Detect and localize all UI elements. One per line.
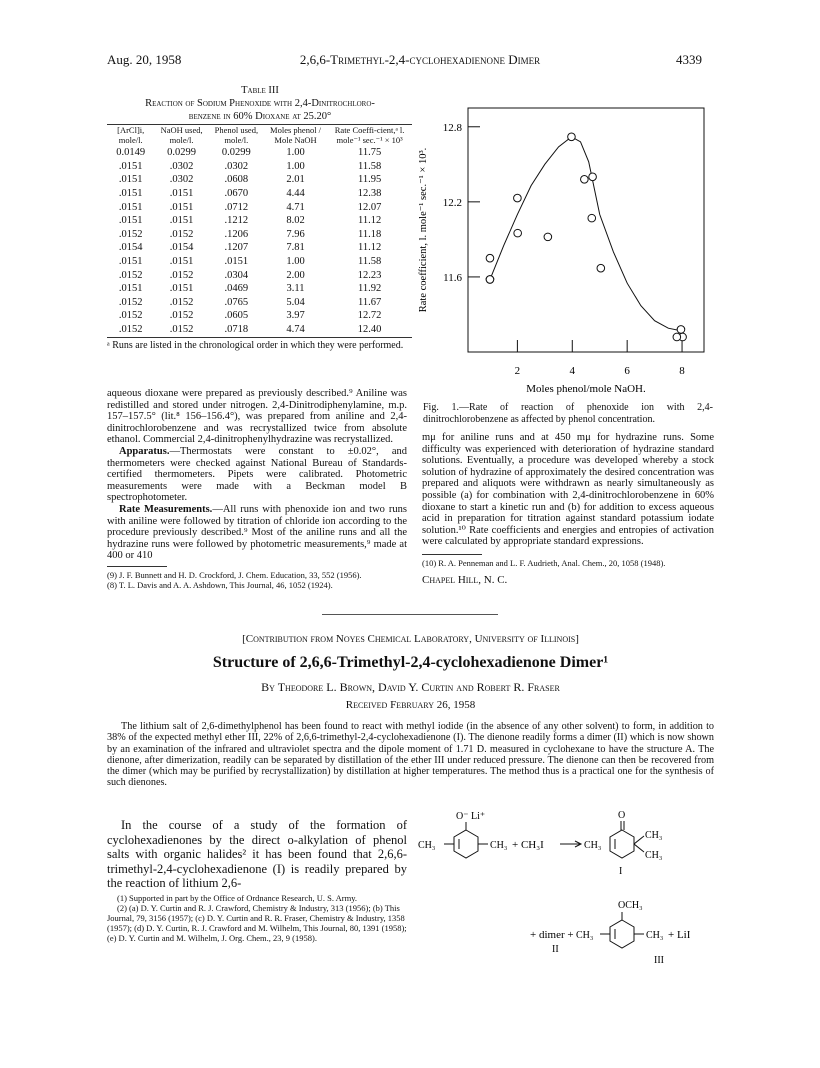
phenoxide-ch3-left: CH₃ [418,840,436,851]
table-cell: .0151 [118,160,143,172]
phenoxide-structure [444,822,488,858]
intro-paragraph: In the course of a study of the formation of cyclohexadienones by the direct o-alkylation of phenol salts with organic halides² it has been found that 2,6,6-trimethyl-2,4-cyclohexadienone (I) is readily prepared by the reaction of lithium 2,6- [107,818,407,890]
header-title: 2,6,6-Trimethyl-2,4-cyclohexadienone Dimer [299,52,541,67]
x-tick-label: 4 [569,365,576,377]
data-point [486,276,494,284]
data-point [589,173,597,181]
article-title: Structure of 2,6,6-Trimethyl-2,4-cyclohexadienone Dimer¹ [212,654,609,671]
table-cell: .0670 [224,188,249,200]
data-point [514,194,522,202]
footnote-1: (1) Supported in part by the Office of Ordnance Research, U. S. Army. [117,892,358,903]
data-point [568,133,576,141]
table-row [107,255,412,269]
table-cell: 7.96 [286,228,305,240]
rate-text: —All runs with phenoxide ion and two runs with aniline were followed by titration of chloride ion according to the procedure previously described.⁹ Most of the aniline runs and all the hydrazine runs were followed by photometric measurements,⁹ made at 400 or 410 [107,503,407,562]
data-point [544,233,552,241]
footnote-8: (8) T. L. Davis and A. A. Ashdown, This Journal, 46, 1052 (1924). [107,579,333,590]
table-cell: .0765 [224,296,249,308]
table-cell: 1.00 [286,160,305,172]
y-axis-label: Rate coefficient, l. mole⁻¹ sec.⁻¹ × 10³. [418,147,429,313]
data-point [673,333,681,341]
table-cell: .0152 [118,228,143,240]
phenoxide-ring [454,830,478,858]
table-cell: 11.95 [357,174,382,186]
data-point [677,326,685,334]
article-divider [322,614,498,615]
reaction-scheme [418,808,718,988]
table-cell: 3.97 [286,310,305,322]
table-cell: .0152 [169,269,194,281]
col-header-ratio: Moles phenol / Mole NaOH [270,125,322,145]
x-axis-label: Moles phenol/mole NaOH. [526,383,646,395]
table-cell: 12.72 [357,310,382,322]
table-row [107,200,412,214]
table-cell: .1207 [224,242,249,254]
left-paragraph-3 [107,504,407,562]
ether-ring [610,920,634,948]
left-paragraph-2 [107,446,407,504]
table-row [107,268,412,282]
dienone-ch3-a: CH₃ [645,830,663,841]
table-cell: .0712 [224,201,249,213]
table-cell: .0151 [169,256,194,268]
table-cell: 12.40 [357,324,382,336]
table-row [107,173,412,187]
table-cell: .0151 [118,201,143,213]
table-cell: 11.12 [357,242,382,254]
table-row [107,160,412,174]
compound-label-III: III [654,955,664,966]
table-cell: .0302 [169,160,194,172]
article-authors: By Theodore L. Brown, David Y. Curtin and Robert R. Fraser [261,680,560,694]
table-row [107,187,412,201]
table-cell: .0152 [169,228,194,240]
table-cell: 11.58 [357,160,382,172]
table-cell: 8.02 [286,215,305,227]
table-cell: 12.23 [357,269,382,281]
table-row [107,214,412,228]
table-cell: .0718 [224,324,249,336]
table-cell: 11.67 [357,296,382,308]
table-cell: .0151 [118,256,143,268]
table-cell: .0151 [118,283,143,295]
reaction-arrow [560,841,581,847]
table-row [107,241,412,255]
table-row [107,228,412,242]
table-cell: .0154 [169,242,194,254]
table-cell: 11.75 [357,147,382,159]
plus-methyl-iodide: + CH₃I [512,839,544,851]
table-cell: .0152 [169,296,194,308]
col-header-phenol: Phenol used, mole/l. [214,125,259,145]
dienone-structure [610,821,644,858]
table-cell: 0.0299 [221,147,251,159]
data-table-wrapper [107,124,412,352]
place-signature: Chapel Hill, N. C. [422,573,508,586]
table-cell: 2.00 [286,269,305,281]
data-point [597,264,605,272]
table-body [107,146,412,336]
table-cell: 4.71 [286,201,305,213]
table-row [107,282,412,296]
data-point [486,254,494,262]
footnote-10: (10) R. A. Penneman and L. F. Audrieth, Anal. Chem., 20, 1058 (1948). [422,557,666,568]
table-cell: .0152 [169,324,194,336]
data-point [514,229,522,237]
table-cell: .0469 [224,283,249,295]
x-tick-label: 2 [514,365,521,377]
table-cell: 7.81 [286,242,305,254]
table-cell: 11.92 [357,283,382,295]
header-page-number: 4339 [676,52,702,67]
compound-label-II: II [552,944,559,955]
table-cell: .0154 [118,242,143,254]
data-point [581,176,589,184]
table-cell: 4.44 [286,188,305,200]
table-cell: 11.18 [357,228,382,240]
table-cell: .0151 [118,188,143,200]
contribution-line: [Contribution from Noyes Chemical Laboratory, University of Illinois] [242,633,579,645]
table-cell: .0605 [224,310,249,322]
right-paragraph-1: mμ for aniline runs and at 450 mμ for hydrazine runs. Some difficulty was experienced with deterioration of hydrazine standard solutions. Eventually, a procedure was developed whereby a stock solution of hydrazine of approximately the desired concentration was prepared and aliquots were withdrawn as nearly simultaneously as possible (a) for combination with 2,4-dinitrochlorobenzene in 60% dioxane to start a kinetic run and (b) for addition to excess aqueous acid in preparation for titration against standard potassium iodate solution.¹⁰ Rate coefficients and energies and entropies of activation were calculated by appropriate standard expressions. [422,432,714,548]
right-column [422,432,714,586]
phenoxide-ch3-right: CH₃ [490,840,508,851]
table-cell: 1.00 [286,147,305,159]
table-cell: 12.38 [357,188,382,200]
apparatus-text: —Thermostats were constant to ±0.02°, and thermometers were checked against National Bureau of Standards-certified thermometers. Pipets were calibrated. Photometric measurements were made with a Beckman model B spectrophotometer. [107,445,407,504]
table-row [107,296,412,310]
rate-heading: Rate Measurements. [119,503,213,515]
dienone-o-label: O [618,810,626,821]
plus-lithium-iodide: + LiI [668,929,691,941]
dienone-ring [610,830,634,858]
footnote-2: (2) (a) D. Y. Curtin and R. J. Crawford, Chemistry & Industry, 313 (1956); (b) This Journal, 79, 3156 (1957); (c) D. Y. Curtin and R. R. Fraser, Chemistry & Industry, 1358 (1957); (d) D. Y. Curtin, R. J. Crawford and M. Wilhelm, This Journal, 80, 1391 (1958); (e) D. Y. Curtin and M. Wilhelm, J. Org. Chem., 23, 9 (1958). [107,902,407,943]
x-tick-label: 8 [679,365,685,377]
table-cell: .0152 [118,296,143,308]
table-cell: .0151 [224,256,249,268]
received-date: Received February 26, 1958 [345,699,476,711]
y-tick-label: 12.8 [442,121,462,134]
table-cell: 4.74 [286,324,305,336]
ether-ch3-right: CH₃ [646,930,664,941]
table-cell: .0302 [169,174,194,186]
abstract: The lithium salt of 2,6-dimethylphenol has been found to react with methyl iodide (in the absence of any other solvent) to form, in addition to 38% of the expected methyl ether III, 22% of 2,6,6-trimethyl-2,4-cyclohexadienone (I). The dienone readily forms a dimer (II) which is now shown by an examination of the infrared and ultraviolet spectra and the dipole moment of 1.71 D. measured in cyclohexane to have the structure A. The dienone, after dimerization, readily can be separated by distillation of the ether III under reduced pressure. The dienone can then be recovered from the dimer (which may be purified by recrystallization) by distillation at higher temperatures. The method thus is a practical one for the synthesis of such dienones. [107,721,714,789]
col-header-arcl: [ArCl]i, mole/l. [117,125,145,145]
table-row [107,146,412,160]
table-row [107,323,412,337]
table-cell: .0152 [118,310,143,322]
table-cell: 0.0149 [116,147,146,159]
figure-caption: Fig. 1.—Rate of reaction of phenoxide ion with 2,4-dinitrochlorobenzene as affected by phenol concentration. [423,402,713,425]
y-tick-label: 11.6 [443,271,462,284]
table-cell: .0151 [118,215,143,227]
table-cell: .1212 [224,215,249,227]
figure-1-chart [412,96,712,398]
table-cell: .0304 [224,269,249,281]
table-caption-line2: benzene in 60% Dioxane at 25.20° [188,111,332,122]
table-caption-line1: Reaction of Sodium Phenoxide with 2,4-Dinitrochloro- [145,98,375,109]
table-label: Table III [241,85,279,96]
table-cell: .0152 [118,269,143,281]
table-cell: 5.04 [286,296,305,308]
ether-structure [600,912,644,948]
table-cell: .0152 [169,310,194,322]
table-cell: .0151 [169,188,194,200]
compound-label-I: I [619,866,623,877]
table-cell: 1.00 [286,256,305,268]
phenoxide-o-label: O⁻ Li⁺ [456,811,486,822]
footnote-9: (9) J. F. Bunnett and H. D. Crockford, J. Chem. Education, 33, 552 (1956). [107,569,362,580]
table-cell: 11.12 [357,215,382,227]
table-cell: .0151 [169,201,194,213]
table-cell: .1206 [224,228,249,240]
data-table [107,126,412,336]
table-cell: .0151 [169,215,194,227]
header-date: Aug. 20, 1958 [107,52,182,67]
ether-ch3-left: CH₃ [576,930,594,941]
ether-och3-label: OCH₃ [618,900,643,911]
left-column [107,388,407,590]
dienone-ch3-b: CH₃ [645,850,663,861]
apparatus-heading: Apparatus. [119,445,170,457]
table-cell: 0.0299 [167,147,197,159]
table-row [107,309,412,323]
plot-frame [468,108,704,352]
x-tick-label: 6 [624,365,630,377]
left-paragraph-1: aqueous dioxane were prepared as previously described.⁹ Aniline was redistilled and stored under nitrogen. 2,4-Dinitrodiphenylamine, m.p. 157–157.5° (lit.⁸ 156–156.4°), was prepared from aniline and 2,4-dinitrochlorobenzene and was recrystallized twice from absolute ethanol. Commercial 2,4-dinitrophenylhydrazine was recrystallized. [107,388,407,446]
dienone-ch3-left: CH₃ [584,840,602,851]
data-point [588,214,596,222]
plus-dimer: + dimer + [530,929,574,941]
col-header-naoh: NaOH used, mole/l. [160,125,203,145]
table-footnote: ᵃ Runs are listed in the chronological order in which they were performed. [107,340,404,352]
y-tick-label: 12.2 [442,196,462,209]
table-cell: 11.58 [357,256,382,268]
table-cell: 12.07 [357,201,382,213]
table-cell: 3.11 [286,283,305,295]
table-cell: .0152 [118,324,143,336]
chart-layer [418,108,704,395]
table-cell: .0608 [224,174,249,186]
table-cell: .0302 [224,160,249,172]
table-cell: .0151 [118,174,143,186]
col-header-rate: Rate Coeffi-cient,ᵃ l. mole⁻¹ sec.⁻¹ × 10³ [334,125,405,145]
table-cell: .0151 [169,283,194,295]
table-cell: 2.01 [286,174,305,186]
intro-column [107,818,407,943]
